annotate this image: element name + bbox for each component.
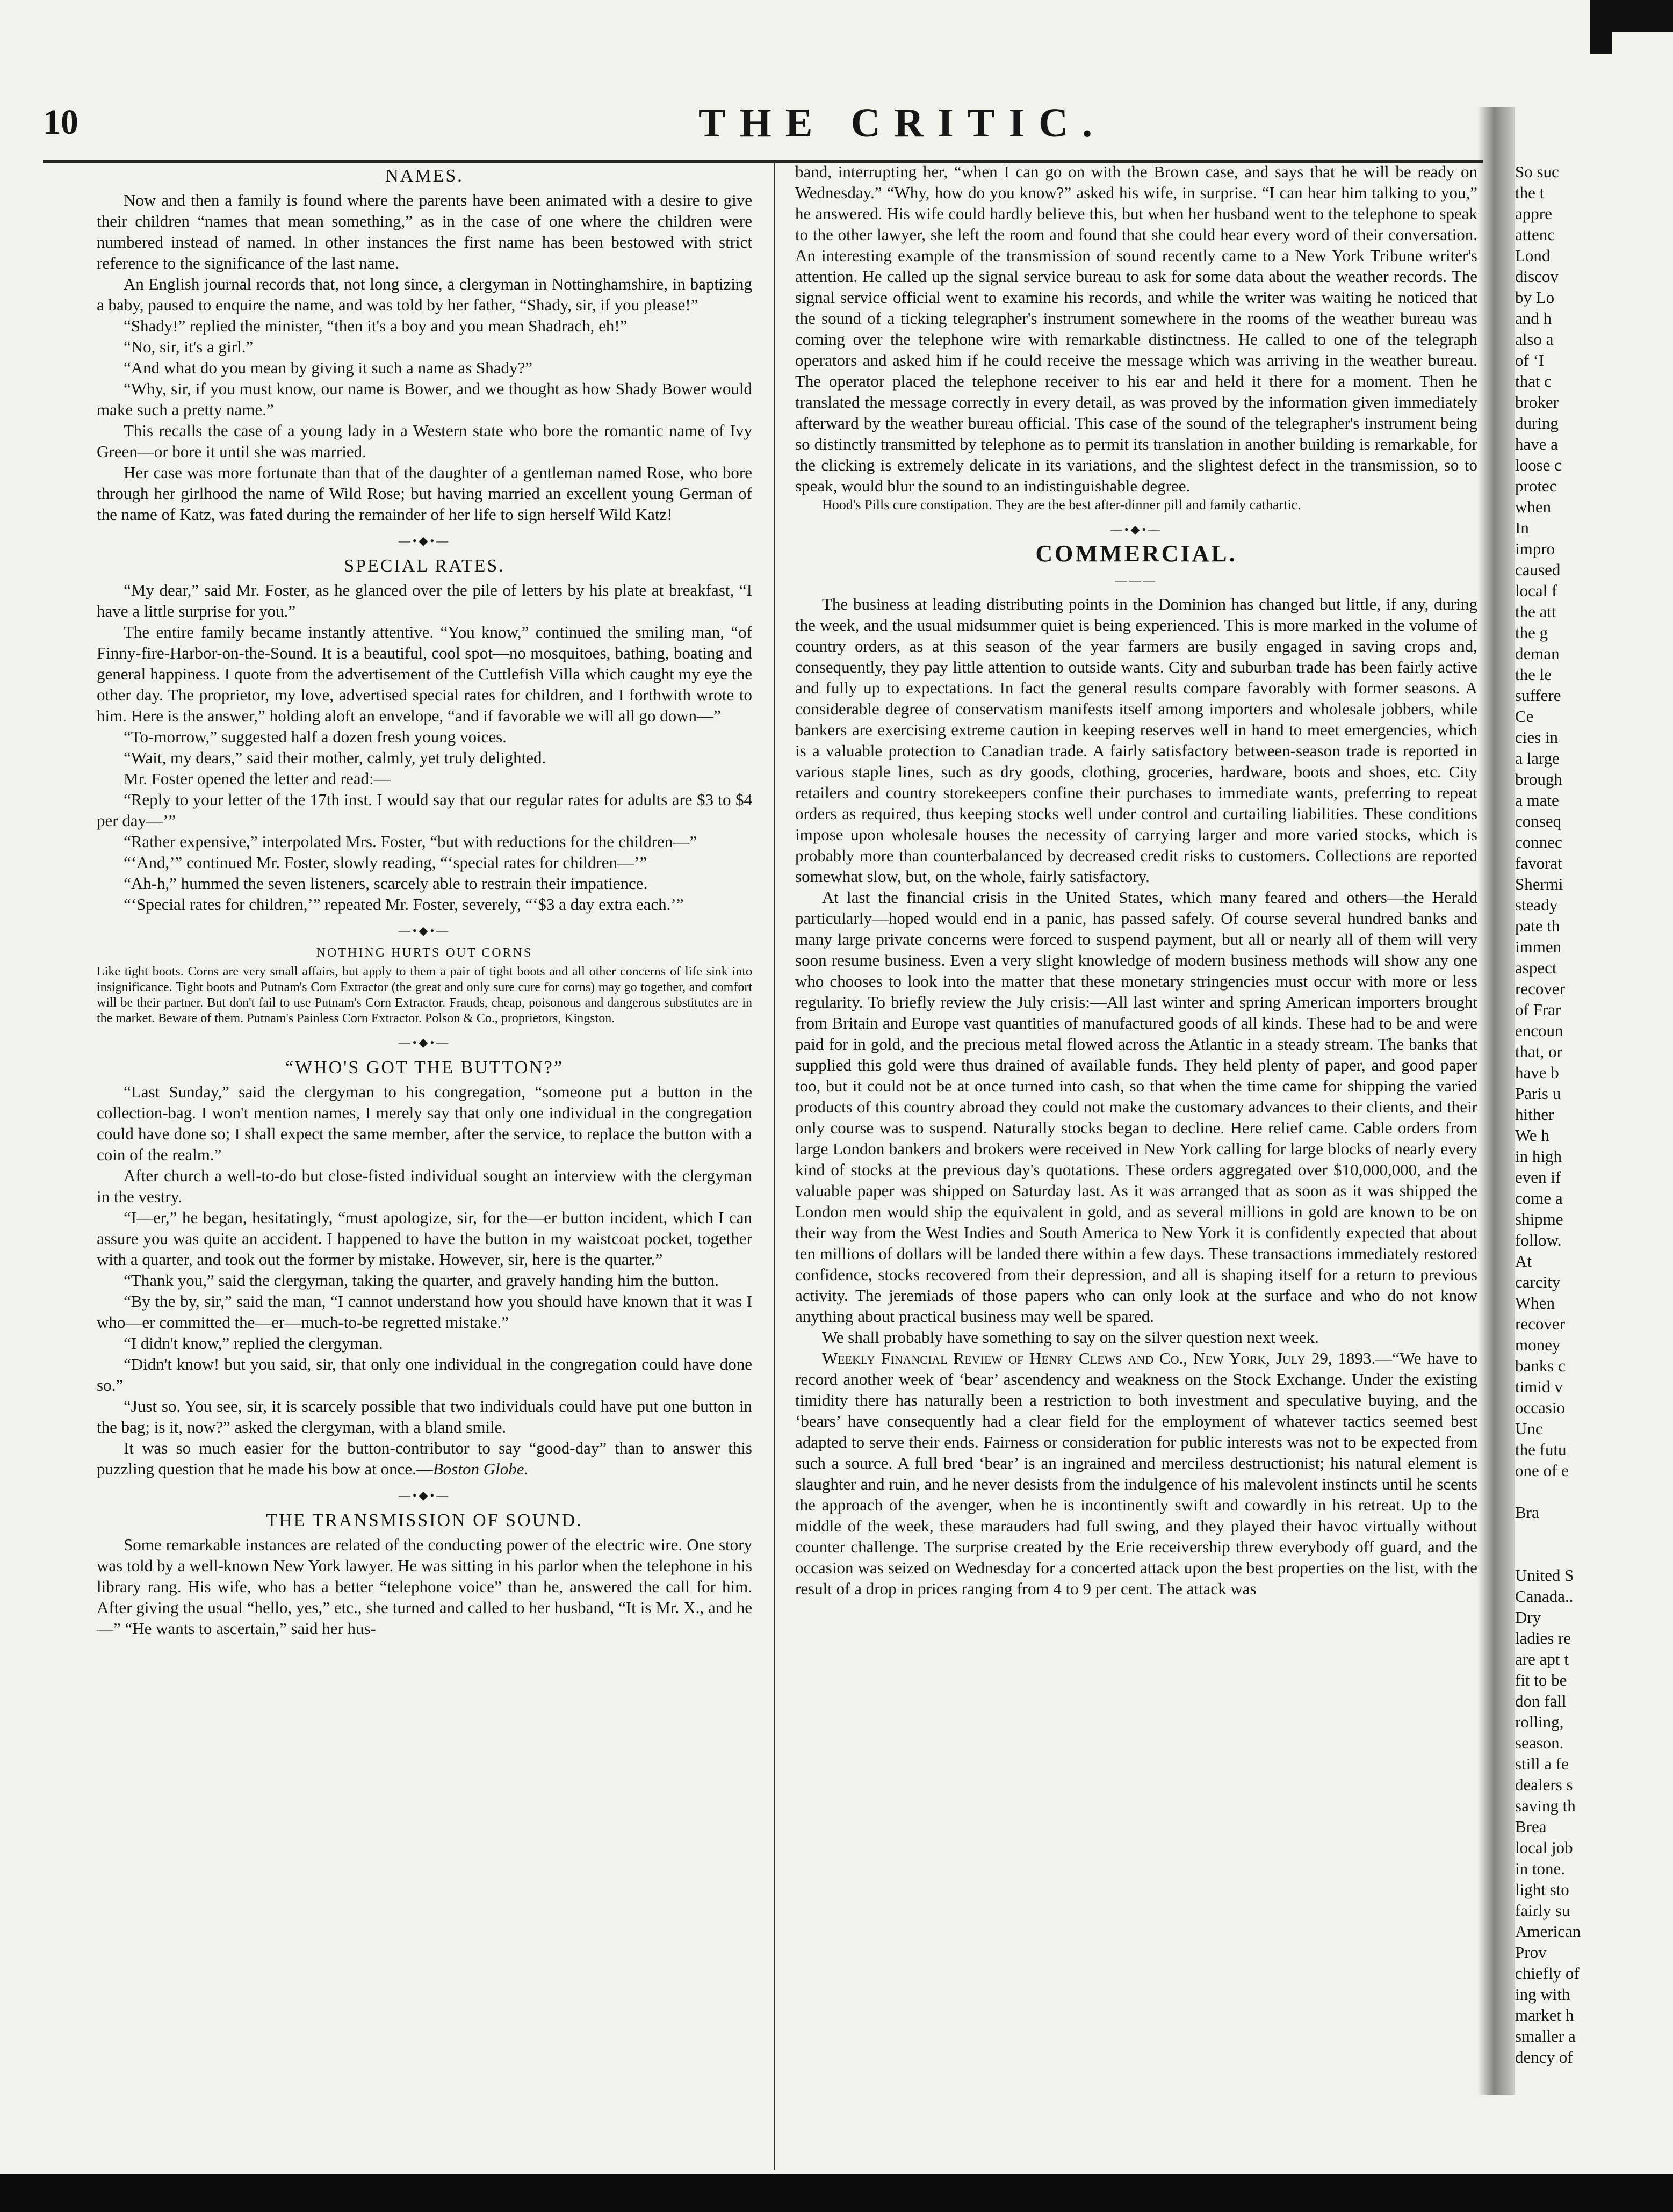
edge-fragment — [1515, 1544, 1673, 1565]
edge-fragment: aspect — [1515, 958, 1557, 977]
edge-fragment: Paris u — [1515, 1084, 1561, 1103]
edge-fragment: the futu — [1515, 1440, 1567, 1459]
edge-fragment: chiefly of — [1515, 1964, 1580, 1983]
edge-fragment: when — [1515, 497, 1552, 516]
edge-fragment: timid v — [1515, 1377, 1563, 1396]
column-right — [795, 161, 1477, 1599]
edge-fragment: local job — [1515, 1838, 1573, 1857]
edge-fragment: broker — [1515, 393, 1559, 411]
paragraph: The business at leading distributing points in the Dominion has changed but little, if any, during the week, and the usual midsummer quiet is being experienced. This is more marked in the volume of country orders, as at this season of the year farmers are busily engaged in saving crops and, consequently, they pay little attention to outside wants. City and suburban trade has been fairly active and fully up to expectations. In fact the general results compare favorably with former seasons. A considerable degree of conservatism manifests itself among importers and wholesale jobbers, while bankers are exercising extreme caution in keeping reserves well in hand to meet emergencies, which is a valuable protection to Canadian trade. A fairly satisfactory between-season trade is reported in various staple lines, such as dry goods, clothing, groceries, hardware, boots and shoes, etc. City retailers and country storekeepers confine their purchases to immediate wants, preferring to repeat orders as required, thus keeping stocks well under control and curtailing liabilities. These conditions impose upon wholesale houses the necessity of carrying larger and more varied stocks, which is probably more than counterbalanced by decreased credit risks to customers. Collections are reported somewhat slow, but, on the whole, fairly satisfactory. — [795, 595, 1477, 886]
paragraph: “Wait, my dears,” said their mother, calmly, yet truly delighted. — [124, 748, 546, 767]
section-separator: —•◆•— — [398, 1488, 451, 1502]
article-title-sound: THE TRANSMISSION OF SOUND. — [266, 1510, 583, 1530]
edge-fragment — [1515, 1481, 1673, 1502]
scan-bottom-edge — [0, 2174, 1673, 2212]
edge-fragment: cies in — [1515, 728, 1559, 747]
edge-fragment: conseq — [1515, 812, 1562, 830]
edge-fragment — [1515, 1523, 1673, 1544]
paragraph-text: It was so much easier for the button-contributor to say “good-day” than to answer this puzzling question that he made his bow at once.— — [97, 1438, 752, 1478]
edge-fragment: of ‘I — [1515, 351, 1545, 370]
edge-fragment: Brea — [1515, 1817, 1547, 1836]
edge-fragment: fairly su — [1515, 1901, 1570, 1920]
edge-fragment: are apt t — [1515, 1650, 1569, 1668]
paragraph: Some remarkable instances are related of the conducting power of the electric wire. One story was told by a well-known New York lawyer. He was sitting in his parlor when the telephone in his library rang. His wife, who has a better “telephone voice” than he, answered the call for him. After giving the usual “hello, yes,” etc., she turned and called to her husband, “It is Mr. X., and he—” “He wants to ascertain,” said her hus- — [97, 1535, 752, 1638]
edge-fragment: dency of — [1515, 2048, 1573, 2066]
paragraph: An English journal records that, not long since, a clergyman in Nottinghamshire, in baptizing a baby, paused to enquire the name, and was told by her father, “Shady, sir, if you please!” — [97, 274, 752, 314]
edge-fragment: light sto — [1515, 1880, 1569, 1899]
ad-hoods-pills: Hood's Pills cure constipation. They are the best after-dinner pill and family cathartic. — [822, 497, 1301, 512]
edge-fragment: have a — [1515, 435, 1559, 453]
edge-fragment: recover — [1515, 1314, 1565, 1333]
paragraph: “I—er,” he began, hesitatingly, “must apologize, sir, for the—er button incident, which I can assure you was quite an accident. I happened to have the button in my waistcoat pocket, together with a quarter, and took out the former by mistake. However, sir, here is the quarter.” — [97, 1208, 752, 1269]
paragraph: “I didn't know,” replied the clergyman. — [124, 1334, 383, 1353]
edge-fragment: even if — [1515, 1168, 1561, 1187]
section-separator: —•◆•— — [1110, 523, 1163, 536]
edge-fragment: that c — [1515, 372, 1552, 391]
edge-fragment: impro — [1515, 539, 1555, 558]
section-title-commercial: COMMERCIAL. — [1035, 540, 1237, 567]
ad-title-corns: NOTHING HURTS OUT CORNS — [316, 946, 533, 960]
edge-fragment: immen — [1515, 937, 1562, 956]
edge-fragment: and h — [1515, 309, 1552, 328]
edge-fragment: deman — [1515, 644, 1560, 663]
paragraph: “‘Special rates for children,’” repeated Mr. Foster, severely, “‘$3 a day extra each.’” — [124, 895, 684, 914]
edge-fragment: the le — [1515, 665, 1552, 684]
edge-fragment: Prov — [1515, 1943, 1547, 1962]
edge-fragment: Bra — [1515, 1503, 1539, 1522]
edge-fragment: fit to be — [1515, 1671, 1567, 1689]
section-separator: —•◆•— — [398, 534, 451, 547]
edge-fragment: dealers s — [1515, 1775, 1573, 1794]
paragraph: After church a well-to-do but close-fisted individual sought an interview with the clergyman in the vestry. — [97, 1166, 752, 1206]
edge-fragment: protec — [1515, 476, 1557, 495]
edge-fragment: So suc — [1515, 162, 1559, 181]
edge-fragment: the att — [1515, 602, 1556, 621]
scan-edge-mark — [1590, 0, 1673, 32]
edge-fragment: banks c — [1515, 1356, 1566, 1375]
paragraph: “Last Sunday,” said the clergyman to his congregation, “someone put a button in the collection-bag. I won't mention names, I merely say that only one individual in the congregation could have done so; I shall expect the same member, after the service, to replace the button with a coin of the realm.” — [97, 1082, 752, 1164]
paragraph: The entire family became instantly attentive. “You know,” continued the smiling man, “of Finny-fire-Harbor-on-the-Sound. It is a beautiful, cool spot—no mosquitoes, bathing, boating and general happiness. I quote from the advertisement of the Cuttlefish Villa which caught my eye the other day. The proprietor, my love, advertised special rates for children, and I forthwith wrote to him. Here is the answer,” holding aloft an envelope, “and if favorable we will all go down—” — [97, 623, 752, 725]
paragraph: “Just so. You see, sir, it is scarcely possible that two individuals could have put one button in the bag; is it, now?” asked the clergyman, with a bland smile. — [97, 1397, 752, 1436]
paragraph: “Reply to your letter of the 17th inst. I would say that our regular rates for adults are $3 to $4 per day—’” — [97, 790, 752, 830]
article-title-button: “WHO'S GOT THE BUTTON?” — [285, 1058, 564, 1078]
paragraph: band, interrupting her, “when I can go on with the Brown case, and says that he will be ready on Wednesday.” “Why, how do you know?” asked his wife, in surprise. “I can hear him talking to you,” he answered. His wife could hardly believe this, but when her husband went to the telephone to speak to the other lawyer, she left the room and found that she could hear every word of their conversation. An interesting example of the transmission of sound recently came to a New York Tribune writer's attention. He called up the signal service bureau to ask for some data about the weather records. The signal service official went to examine his records, and while the writer was waiting he noticed that the sound of a ticking telegrapher's instrument somewhere in the rooms of the weather bureau was coming over the telephone wire with remarkable distinctness. He called to one of the telegraph operators and asked him if he could receive the message which was arriving in the weather bureau. The operator placed the telephone receiver to his ear and held it there for a moment. Then he translated the message correctly in every detail, as was proved by the information given immediately afterward by the weather bureau official. This case of the sound of the telegrapher's instrument being so distinctly transmitted by telephone as to permit its translation in another building is remarkable, for the clicking is extremely delicate in its variations, and the slightest defect in the transmission, so to speak, would blur the sound to an indistinguishable degree. — [795, 162, 1477, 495]
edge-fragment: Dry — [1515, 1608, 1541, 1627]
page-gutter-shadow — [1477, 107, 1515, 2095]
edge-fragment: have b — [1515, 1063, 1559, 1082]
scan-edge-mark — [1590, 32, 1612, 54]
paragraph: “Thank you,” said the clergyman, taking the quarter, and gravely handing him the button. — [124, 1271, 719, 1290]
paragraph: This recalls the case of a young lady in a Western state who bore the romantic name of Ivy Green—or bore it until she was married. — [97, 421, 752, 461]
edge-fragment: in high — [1515, 1147, 1562, 1166]
paragraph: “By the by, sir,” said the man, “I cannot understand how you should have known that it was I who—er committed the—er—much-to-be regretted mistake.” — [97, 1292, 752, 1332]
edge-fragment: the t — [1515, 183, 1545, 202]
edge-fragment: suffere — [1515, 686, 1561, 705]
paragraph: “No, sir, it's a girl.” — [124, 337, 254, 356]
column-left — [97, 161, 752, 1639]
edge-fragment: during — [1515, 414, 1559, 432]
edge-fragment: occasio — [1515, 1398, 1565, 1417]
edge-fragment: a mate — [1515, 791, 1559, 809]
edge-fragment: still a fe — [1515, 1754, 1569, 1773]
edge-fragment: In — [1515, 518, 1529, 537]
edge-fragment: the g — [1515, 623, 1548, 642]
paragraph: “‘And,’” continued Mr. Foster, slowly reading, “‘special rates for children—’” — [124, 853, 647, 872]
edge-fragment: don fall — [1515, 1691, 1567, 1710]
edge-fragment: favorat — [1515, 854, 1562, 872]
article-title-special-rates: SPECIAL RATES. — [344, 556, 505, 576]
title-rule: ——— — [1115, 573, 1157, 587]
edge-fragment: loose c — [1515, 456, 1562, 474]
article-title-names: NAMES. — [385, 166, 464, 186]
edge-fragment: At — [1515, 1252, 1532, 1270]
paragraph: At last the financial crisis in the United States, which many feared and others—the Herald particularly—hoped would end in a panic, has passed safely. Of course several hundred banks and many large private concerns were forced to suspend payment, but all or nearly all of them will very soon resume business. Even a very slight knowledge of modern business methods will show any one who chooses to look into the matter that these monetary stringencies must occur with more or less regularity. To briefly review the July crisis:—All last winter and spring American importers brought from Britain and Europe vast quantities of manufactured goods of all kinds. These had to be and were paid for in gold, and the precious metal flowed across the Atlantic in a steady stream. The banks that supplied this gold were thus drained of available funds. They held plenty of paper, and good paper too, but it could not be at once turned into cash, so that when the time came for shipping the varied products of this country abroad they could not make the customary advances to their clients, and their only course was to suspend. Naturally stocks began to decline. Here relief came. Cable orders from large London bankers and brokers were received in New York calling for large blocks of nearly every kind of stocks at the previous day's quotations. These orders aggregated over $10,000,000, and the valuable paper was shipped on Saturday last. As it was arranged that as soon as it was shipped the London men would ship the equivalent in gold, and as several millions in gold are known to be on their way from the West Indies and South America to New York it is confidently expected that about ten millions of dollars will be landed there within a few days. These transactions immediately restored confidence, stocks recovered from their depression, and all is shaping itself for a return to previous activity. The jeremiads of those papers who can only look at the surface and who do not know anything about practical business may well be spared. — [795, 888, 1477, 1326]
review-lead: Weekly Financial Review of Henry Clews and Co., New York, July 29, 1893. — [822, 1349, 1376, 1368]
edge-fragment: United S — [1515, 1566, 1574, 1585]
edge-fragment: encoun — [1515, 1021, 1563, 1040]
paragraph: “And what do you mean by giving it such a name as Shady?” — [124, 358, 533, 377]
source-credit: Boston Globe. — [432, 1459, 529, 1478]
edge-fragment: that, or — [1515, 1042, 1562, 1061]
masthead: THE CRITIC. — [698, 100, 1106, 146]
edge-fragment: caused — [1515, 560, 1561, 579]
edge-fragment: When — [1515, 1293, 1555, 1312]
edge-fragment: season. — [1515, 1733, 1564, 1752]
page-header — [43, 102, 1483, 161]
paragraph: “My dear,” said Mr. Foster, as he glanced over the pile of letters by his plate at breakfast, “I have a little surprise for you.” — [97, 581, 752, 620]
paragraph: “Rather expensive,” interpolated Mrs. Foster, “but with reductions for the children—” — [124, 832, 697, 851]
edge-fragment: a large — [1515, 749, 1560, 768]
paragraph: “Ah-h,” hummed the seven listeners, scarcely able to restrain their impatience. — [124, 874, 648, 893]
edge-fragment: rolling, — [1515, 1712, 1564, 1731]
paragraph: “Didn't know! but you said, sir, that only one individual in the congregation could have done so.” — [97, 1355, 752, 1394]
edge-fragment: market h — [1515, 2006, 1574, 2025]
paragraph: “To-morrow,” suggested half a dozen fresh young voices. — [124, 727, 507, 746]
edge-fragment: carcity — [1515, 1273, 1561, 1291]
edge-fragment: local f — [1515, 581, 1557, 600]
edge-fragment: ing with — [1515, 1985, 1570, 2004]
edge-fragment: American — [1515, 1922, 1581, 1941]
edge-fragment: shipme — [1515, 1210, 1563, 1228]
edge-fragment: connec — [1515, 833, 1562, 851]
edge-fragment: Canada.. — [1515, 1587, 1574, 1606]
paragraph: Mr. Foster opened the letter and read:— — [124, 769, 391, 788]
paragraph: Her case was more fortunate than that of the daughter of a gentleman named Rose, who bore through her girlhood the name of Wild Rose; but having married an excellent young German of the name of Katz, was fated during the remainder of her life to sign herself Wild Katz! — [97, 463, 752, 524]
edge-fragment: We h — [1515, 1126, 1549, 1145]
section-separator: —•◆•— — [398, 1036, 451, 1049]
edge-fragment: recover — [1515, 979, 1565, 998]
edge-fragment: hither — [1515, 1105, 1554, 1124]
paragraph: Now and then a family is found where the parents have been animated with a desire to give their children “names that mean something,” as in the case of one where the children were numbered instead of named. In other instances the first name has been bestowed with strict reference to the significance of the last name. — [97, 191, 752, 272]
edge-fragment: in tone. — [1515, 1859, 1565, 1878]
facing-page-edge — [1515, 161, 1673, 2149]
edge-fragment: also a — [1515, 330, 1554, 349]
section-separator: —•◆•— — [398, 924, 451, 937]
edge-fragment: Shermi — [1515, 874, 1563, 893]
edge-fragment: brough — [1515, 770, 1562, 789]
paragraph: We shall probably have something to say on the silver question next week. — [822, 1328, 1319, 1347]
paragraph: “Shady!” replied the minister, “then it's a boy and you mean Shadrach, eh!” — [124, 316, 628, 335]
edge-fragment: follow. — [1515, 1231, 1562, 1249]
paragraph — [795, 1348, 1477, 1599]
edge-fragment: by Lo — [1515, 288, 1555, 307]
edge-fragment: one of e — [1515, 1461, 1569, 1480]
ad-text-corns: Like tight boots. Corns are very small affairs, but apply to them a pair of tight boots and all other concerns of life sink into insignificance. Tight boots and Putnam's Corn Extractor (the great and only sure cure for corns) may go together, and comfort will be their partner. But don't fail to use Putnam's Corn Extractor. Frauds, cheap, poisonous and dangerous substitutes are in the market. Beware of them. Putnam's Painless Corn Extractor. Polson & Co., proprietors, Kingston. — [97, 965, 752, 1025]
edge-fragment: saving th — [1515, 1796, 1576, 1815]
paragraph: “Why, sir, if you must know, our name is Bower, and we thought as how Shady Bower would make such a pretty name.” — [97, 379, 752, 419]
paragraph-text: —“We have to record another week of ‘bear’ ascendency and weakness on the Stock Exchange. Under the existing timidity there has naturally been a restriction to both investment and speculative buying, and the ‘bears’ have consequently had a clear field for the employment of whatever tactics seemed best adapted to serve their ends. Fairness or consideration for public interests was not to be expected from such a source. A full bred ‘bear’ is an ingrained and merciless destructionist; his natural element is slaughter and ruin, and he never desists from the indulgence of his malevolent instincts until he scents the approach of the avenger, when he is incontinently swift and cowardly in his retreat. Up to the middle of the week, these marauders had full swing, and they played their havoc virtually without counter challenge. The surprise created by the Erie receivership threw everybody off guard, and the occasion was seized on Wednesday for a concerted attack upon the best properties on the list, with the result of a drop in prices ranging from 4 to 9 per cent. The attack was — [795, 1349, 1477, 1598]
column-rule — [774, 161, 775, 2170]
edge-fragment: steady — [1515, 895, 1558, 914]
edge-fragment: money — [1515, 1335, 1561, 1354]
edge-fragment: of Frar — [1515, 1000, 1561, 1019]
edge-fragment: smaller a — [1515, 2027, 1576, 2045]
edge-fragment: discov — [1515, 267, 1559, 286]
edge-fragment: come a — [1515, 1189, 1563, 1208]
edge-fragment: appre — [1515, 204, 1552, 223]
page-number: 10 — [43, 103, 78, 142]
edge-fragment: Unc — [1515, 1419, 1543, 1438]
paragraph — [97, 1437, 752, 1479]
edge-fragment: Lond — [1515, 246, 1551, 265]
edge-fragment: pate th — [1515, 916, 1560, 935]
edge-fragment: ladies re — [1515, 1629, 1571, 1647]
edge-fragment: Ce — [1515, 707, 1534, 726]
edge-fragment: attenc — [1515, 225, 1555, 244]
